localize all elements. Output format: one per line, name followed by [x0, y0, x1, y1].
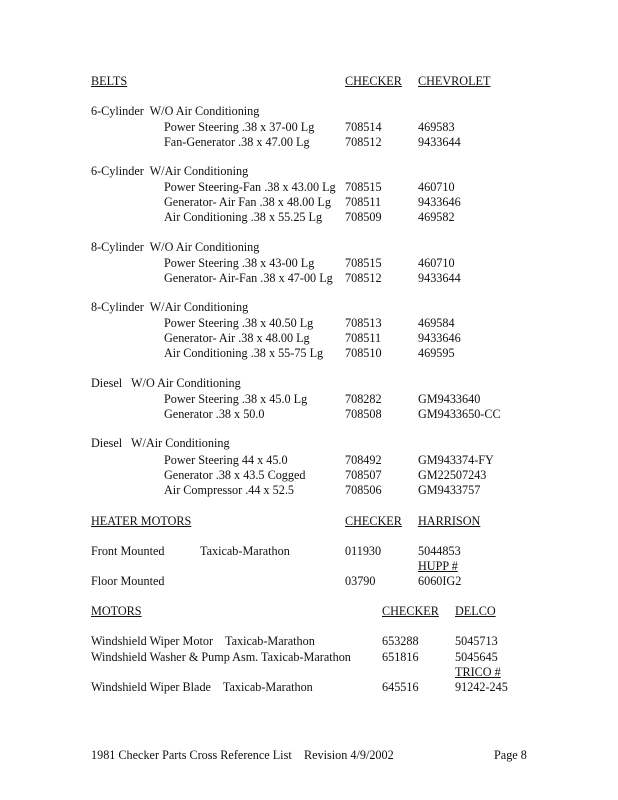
part-desc: Generator .38 x 43.5 Cogged [164, 468, 306, 482]
footer-revision: Revision 4/9/2002 [304, 748, 394, 762]
other-part: 9433646 [418, 331, 461, 345]
other-part: GM9433650-CC [418, 407, 501, 421]
checker-part: 708512 [345, 135, 382, 149]
checker-part: 708507 [345, 468, 382, 482]
part-desc: Power Steering .38 x 37-00 Lg [164, 120, 315, 134]
other-part: 460710 [418, 180, 455, 194]
checker-part: 708511 [345, 331, 382, 345]
checker-part: 651816 [382, 650, 419, 664]
checker-part: 708510 [345, 346, 382, 360]
part-desc: Windshield Wiper Motor Taxicab-Marathon [91, 634, 315, 648]
other-part: 91242-245 [455, 680, 508, 694]
heater-col-checker: CHECKER [345, 514, 402, 528]
belts-col-chevrolet: CHEVROLET [418, 74, 491, 88]
other-part: 469584 [418, 316, 455, 330]
other-part: 469582 [418, 210, 455, 224]
other-part: 460710 [418, 256, 455, 270]
checker-part: 708511 [345, 195, 382, 209]
other-part: 469595 [418, 346, 455, 360]
other-part: GM943374-FY [418, 453, 494, 467]
checker-part: 708515 [345, 180, 382, 194]
part-desc: Power Steering .38 x 45.0 Lg [164, 392, 308, 406]
other-part: 5045713 [455, 634, 498, 648]
checker-part: 03790 [345, 574, 376, 588]
checker-part: 708282 [345, 392, 382, 406]
part-desc: Generator- Air-Fan .38 x 47-00 Lg [164, 271, 333, 285]
part-desc: Front Mounted [91, 544, 165, 558]
group-title: 6-Cylinder W/O Air Conditioning [91, 104, 260, 118]
part-desc: Fan-Generator .38 x 47.00 Lg [164, 135, 310, 149]
belts-col-checker: CHECKER [345, 74, 402, 88]
checker-part: 708514 [345, 120, 382, 134]
checker-part: 708492 [345, 453, 382, 467]
motors-col-checker: CHECKER [382, 604, 439, 618]
checker-part: 708512 [345, 271, 382, 285]
part-desc: Power Steering-Fan .38 x 43.00 Lg [164, 180, 336, 194]
other-part: GM22507243 [418, 468, 487, 482]
other-part: 5044853 [418, 544, 461, 558]
checker-part: 708515 [345, 256, 382, 270]
motors-heading: MOTORS [91, 604, 142, 618]
part-desc: Power Steering .38 x 40.50 Lg [164, 316, 314, 330]
other-part: 9433644 [418, 135, 461, 149]
part-desc: Air Conditioning .38 x 55-75 Lg [164, 346, 324, 360]
other-part: 469583 [418, 120, 455, 134]
part-desc: Windshield Wiper Blade Taxicab-Marathon [91, 680, 313, 694]
group-title: Diesel W/Air Conditioning [91, 436, 230, 450]
heater-col-harrison: HARRISON [418, 514, 481, 528]
motors-col-delco: DELCO [455, 604, 496, 618]
checker-part: 708506 [345, 483, 382, 497]
part-desc: Power Steering .38 x 43-00 Lg [164, 256, 315, 270]
other-part: GM9433640 [418, 392, 481, 406]
part-desc: Generator .38 x 50.0 [164, 407, 265, 421]
checker-part: 645516 [382, 680, 419, 694]
group-title: 8-Cylinder W/Air Conditioning [91, 300, 249, 314]
part-desc: Air Conditioning .38 x 55.25 Lg [164, 210, 323, 224]
other-part: 6060IG2 [418, 574, 462, 588]
footer-page-number: Page 8 [494, 748, 527, 762]
part-desc: Power Steering 44 x 45.0 [164, 453, 288, 467]
group-title: 6-Cylinder W/Air Conditioning [91, 164, 249, 178]
part-desc: Floor Mounted [91, 574, 165, 588]
checker-part: 708508 [345, 407, 382, 421]
other-part: 5045645 [455, 650, 498, 664]
checker-part: 708509 [345, 210, 382, 224]
footer-title: 1981 Checker Parts Cross Reference List [91, 748, 292, 762]
other-part: 9433646 [418, 195, 461, 209]
group-title: 8-Cylinder W/O Air Conditioning [91, 240, 260, 254]
other-part: 9433644 [418, 271, 461, 285]
part-desc: Generator- Air .38 x 48.00 Lg [164, 331, 310, 345]
other-part: GM9433757 [418, 483, 481, 497]
group-title: Diesel W/O Air Conditioning [91, 376, 241, 390]
part-desc: Generator- Air Fan .38 x 48.00 Lg [164, 195, 331, 209]
checker-part: 011930 [345, 544, 382, 558]
hupp-label: HUPP # [418, 559, 458, 573]
heater-motors-heading: HEATER MOTORS [91, 514, 192, 528]
part-model: Taxicab-Marathon [200, 544, 290, 558]
checker-part: 653288 [382, 634, 419, 648]
checker-part: 708513 [345, 316, 382, 330]
part-desc: Air Compressor .44 x 52.5 [164, 483, 294, 497]
trico-label: TRICO # [455, 665, 501, 679]
belts-heading: BELTS [91, 74, 128, 88]
part-desc: Windshield Washer & Pump Asm. Taxicab-Marathon [91, 650, 351, 664]
